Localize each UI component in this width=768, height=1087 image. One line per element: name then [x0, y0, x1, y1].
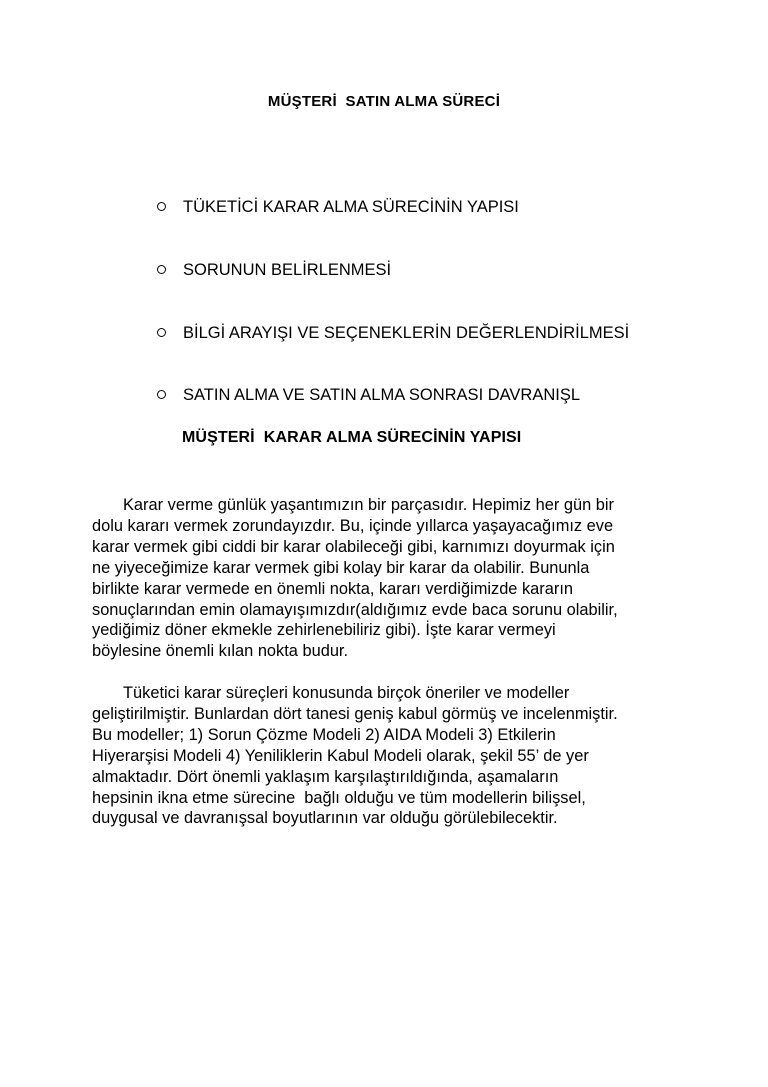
hollow-circle-bullet-icon	[157, 328, 166, 337]
page-title: MÜŞTERİ SATIN ALMA SÜRECİ	[267, 93, 501, 110]
paragraph-2	[92, 683, 692, 829]
paragraph-line: ne yiyeceğimize karar vermek gibi kolay bir karar da olabilir. Bununla	[92, 558, 590, 577]
paragraph-line: böylesine önemli kılan nokta budur.	[92, 642, 349, 661]
bullet-list	[150, 196, 629, 447]
paragraph-line: sonuçlarından emin olamayışımızdır(aldığımız evde baca sorunu olabilir,	[92, 600, 618, 619]
hollow-circle-bullet-icon	[157, 390, 166, 399]
paragraph-line: hepsinin ikna etme sürecine bağlı olduğu ve tüm modellerin bilişsel,	[92, 788, 586, 807]
paragraph-line: karar vermek gibi ciddi bir karar olabileceği gibi, karnımızı doyurmak için	[92, 537, 615, 556]
list-item	[150, 196, 629, 259]
paragraph-line: Bu modeller; 1) Sorun Çözme Modeli 2) AIDA Modeli 3) Etkilerin	[92, 725, 556, 744]
paragraph-line: Hiyerarşisi Modeli 4) Yeniliklerin Kabul Modeli olarak, şekil 55’ de yer	[92, 746, 589, 765]
paragraph-line: duygusal ve davranışsal boyutlarının var olduğu görülebilecektir.	[92, 809, 558, 828]
list-item-text: SATIN ALMA VE SATIN ALMA SONRASI DAVRANIŞL	[183, 386, 581, 404]
paragraph-line: Karar verme günlük yaşantımızın bir parçasıdır. Hepimiz her gün bir	[123, 496, 615, 514]
section-heading: MÜŞTERİ KARAR ALMA SÜRECİNİN YAPISI	[182, 429, 522, 446]
paragraph-1	[92, 495, 692, 662]
hollow-circle-bullet-icon	[157, 202, 166, 211]
list-item-text: SORUNUN BELİRLENMESİ	[183, 261, 392, 279]
paragraph-line: geliştirilmiştir. Bunlardan dört tanesi geniş kabul görmüş ve incelenmiştir.	[92, 704, 618, 723]
list-item	[150, 259, 629, 322]
list-item-text: BİLGİ ARAYIŞI VE SEÇENEKLERİN DEĞERLENDİRİLMESİ	[183, 324, 630, 342]
paragraph-line: yediğimiz döner ekmekle zehirlenebiliriz gibi). İşte karar vermeyi	[92, 621, 556, 640]
hollow-circle-bullet-icon	[157, 265, 166, 274]
list-item	[150, 322, 629, 384]
paragraph-line: almaktadır. Dört önemli yaklaşım karşılaştırıldığında, aşamaların	[92, 767, 559, 786]
paragraph-line: Tüketici karar süreçleri konusunda birçok öneriler ve modeller	[123, 684, 570, 702]
paragraph-line: birlikte karar vermede en önemli nokta, kararı verdiğimizde kararın	[92, 579, 573, 598]
list-item-text: TÜKETİCİ KARAR ALMA SÜRECİNİN YAPISI	[183, 198, 519, 216]
paragraph-line: dolu kararı vermek zorundayızdır. Bu, içinde yıllarca yaşayacağımız eve	[92, 516, 614, 535]
